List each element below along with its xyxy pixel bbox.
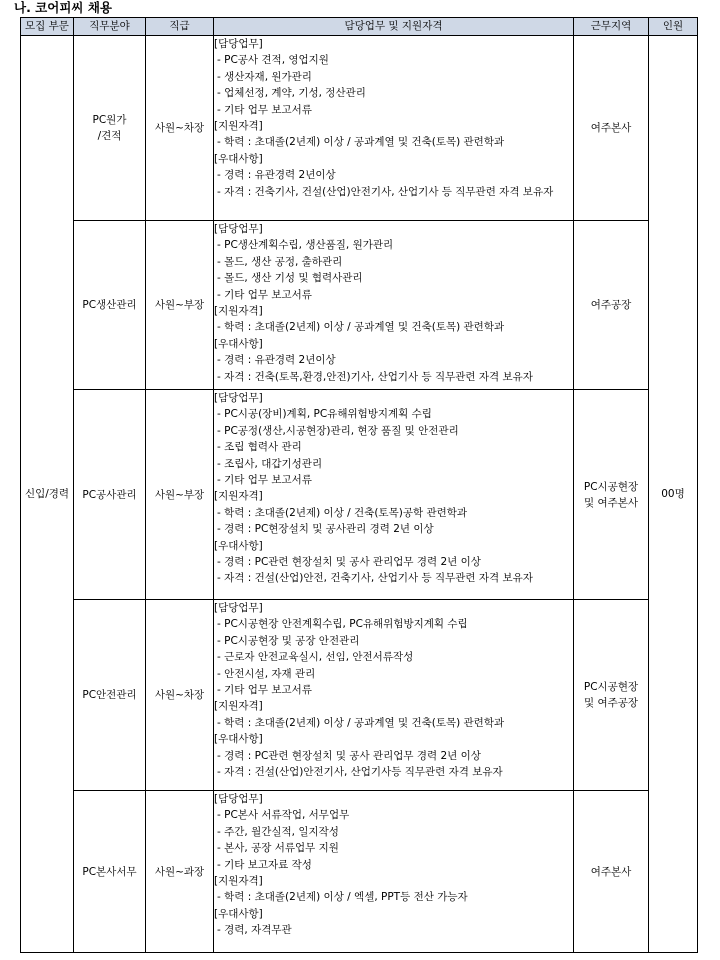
- duties-cell: [214, 791, 574, 953]
- duty-item: - 안전시설, 자재 관리: [217, 667, 316, 680]
- duty-item: - 경력 : PC현장설치 및 공사관리 경력 2년 이상: [217, 523, 434, 536]
- section-heading: [지원자격]: [214, 305, 263, 318]
- duty-item: - 기타 업무 보고서류: [217, 288, 312, 301]
- duty-item: - 학력 : 초대졸(2년제) 이상 / 공과계열 및 건축(토목) 관련학과: [217, 321, 505, 334]
- job-field-cell: [74, 221, 146, 390]
- duty-item: - 근로자 안전교육실시, 선임, 안전서류작성: [217, 651, 414, 664]
- duties-cell: [214, 36, 574, 221]
- table-row: [21, 221, 698, 390]
- job-field-cell: [74, 791, 146, 953]
- header-job-field: 직무분야: [74, 18, 146, 36]
- job-field-label: PC공사관리: [82, 488, 137, 501]
- duties-cell: [214, 221, 574, 390]
- rank-cell: 사원~차장: [146, 600, 214, 791]
- duty-item: - 몰드, 생산 기성 및 협력사관리: [217, 272, 363, 285]
- duty-item: - PC시공현장 안전계획수립, PC유해위험방지계획 수립: [217, 618, 468, 631]
- table-row: [21, 600, 698, 791]
- duty-item: - 기타 보고자료 작성: [217, 858, 312, 871]
- duty-item: - PC시공현장 및 공장 안전관리: [217, 634, 360, 647]
- job-field-label: PC생산관리: [82, 299, 137, 311]
- section-heading: [우대사항]: [214, 337, 263, 350]
- section-title: 나. 코어피씨 채용: [14, 0, 112, 15]
- job-field-label: PC원가 /견적: [92, 114, 127, 142]
- duty-item: - PC본사 서류작업, 서무업무: [217, 809, 350, 822]
- duty-item: - 학력 : 초대졸(2년제) 이상 / 공과계열 및 건축(토목) 관련학과: [217, 136, 505, 149]
- section-heading: [우대사항]: [214, 907, 263, 920]
- duty-item: - 주간, 월간실적, 일지작성: [217, 825, 339, 838]
- duty-item: - 자격 : 건설(산업)안전기사, 산업기사등 직무관련 자격 보유자: [217, 766, 503, 779]
- section-heading: [우대사항]: [214, 539, 263, 552]
- job-field-label: PC안전관리: [82, 689, 137, 701]
- section-heading: [지원자격]: [214, 120, 263, 133]
- duty-item: - PC공정(생산,시공현장)관리, 현장 품질 및 안전관리: [217, 424, 459, 437]
- section-heading: [지원자격]: [214, 700, 263, 713]
- duty-item: - 자격 : 건축(토목,환경,안전)기사, 산업기사 등 직무관련 자격 보유자: [217, 370, 533, 383]
- duty-item: - 기타 업무 보고서류: [217, 684, 312, 697]
- duty-item: - 기타 업무 보고서류: [217, 474, 312, 487]
- location-cell: [574, 390, 649, 600]
- duty-item: - 경력, 자격무관: [217, 924, 292, 937]
- duty-item: - 본사, 공장 서류업무 지원: [217, 842, 339, 855]
- section-heading: [담당업무]: [214, 793, 263, 805]
- location-label: PC시공현장 및 여주공장: [583, 681, 639, 709]
- location-cell: [574, 36, 649, 221]
- job-field-cell: [74, 600, 146, 791]
- duty-item: - 조립 협력사 관리: [217, 441, 302, 454]
- duty-item: - 경력 : 유관경력 2년이상: [217, 354, 336, 367]
- section-heading: [지원자격]: [214, 875, 263, 888]
- duty-item: - 학력 : 초대졸(2년제) 이상 / 공과계열 및 건축(토목) 관련학과: [217, 716, 505, 729]
- duty-item: - PC공사 견적, 영업지원: [217, 54, 329, 67]
- rank-cell: 사원~과장: [146, 791, 214, 953]
- job-field-cell: [74, 36, 146, 221]
- job-field-label: PC본사서무: [82, 865, 137, 878]
- duty-item: - 학력 : 초대졸(2년제) 이상 / 건축(토목)공학 관련학과: [217, 506, 468, 519]
- recruitment-table: [20, 17, 698, 953]
- duty-item: - 생산자재, 원가관리: [217, 70, 312, 83]
- duty-item: - 조립사, 대갑기성관리: [217, 457, 323, 470]
- table-header-row: [21, 18, 698, 36]
- header-work-location: 근무지역: [574, 18, 649, 36]
- location-cell: [574, 221, 649, 390]
- duty-item: - 업체선정, 계약, 기성, 정산관리: [217, 87, 366, 100]
- section-heading: [담당업무]: [214, 602, 263, 614]
- headcount-cell: 00명: [649, 36, 698, 953]
- location-cell: [574, 600, 649, 791]
- duty-item: - 몰드, 생산 공정, 출하관리: [217, 255, 343, 268]
- duty-item: - 경력 : PC관련 현장설치 및 공사 관리업무 경력 2년 이상: [217, 749, 481, 762]
- duty-item: - 경력 : PC관련 현장설치 및 공사 관리업무 경력 2년 이상: [217, 556, 481, 569]
- recruit-category-cell: 신입/경력: [21, 36, 74, 953]
- header-headcount: 인원: [649, 18, 698, 36]
- location-cell: [574, 791, 649, 953]
- section-heading: [담당업무]: [214, 223, 263, 235]
- duty-item: - 기타 업무 보고서류: [217, 103, 312, 116]
- header-duties-qualifications: 담당업무 및 지원자격: [214, 18, 574, 36]
- duties-cell: [214, 600, 574, 791]
- location-label: 여주공장: [590, 299, 632, 311]
- section-heading: [담당업무]: [214, 38, 263, 50]
- duties-cell: [214, 390, 574, 600]
- duty-item: - PC시공(장비)계획, PC유해위험방지계획 수립: [217, 408, 432, 421]
- section-heading: [우대사항]: [214, 733, 263, 746]
- rank-cell: 사원~부장: [146, 390, 214, 600]
- header-recruit-category: 모집 부문: [21, 18, 74, 36]
- header-rank: 직급: [146, 18, 214, 36]
- table-row: [21, 791, 698, 953]
- location-label: PC시공현장 및 여주본사: [583, 480, 639, 509]
- location-label: 여주본사: [590, 865, 632, 878]
- section-heading: [지원자격]: [214, 490, 263, 503]
- table-row: [21, 390, 698, 600]
- duty-item: - PC생산계획수립, 생산품질, 원가관리: [217, 239, 394, 252]
- duty-item: - 자격 : 건축기사, 건설(산업)안전기사, 산업기사 등 직무관련 자격 보유자: [217, 185, 554, 198]
- location-label: 여주본사: [590, 122, 632, 134]
- section-heading: [담당업무]: [214, 392, 263, 404]
- duty-item: - 경력 : 유관경력 2년이상: [217, 169, 336, 182]
- rank-cell: 사원~차장: [146, 36, 214, 221]
- duty-item: - 학력 : 초대졸(2년제) 이상 / 엑셀, PPT등 전산 가능자: [217, 891, 468, 904]
- job-field-cell: [74, 390, 146, 600]
- table-row: [21, 36, 698, 221]
- rank-cell: 사원~부장: [146, 221, 214, 390]
- section-heading: [우대사항]: [214, 152, 263, 165]
- duty-item: - 자격 : 건설(산업)안전, 건축기사, 산업기사 등 직무관련 자격 보유자: [217, 572, 533, 585]
